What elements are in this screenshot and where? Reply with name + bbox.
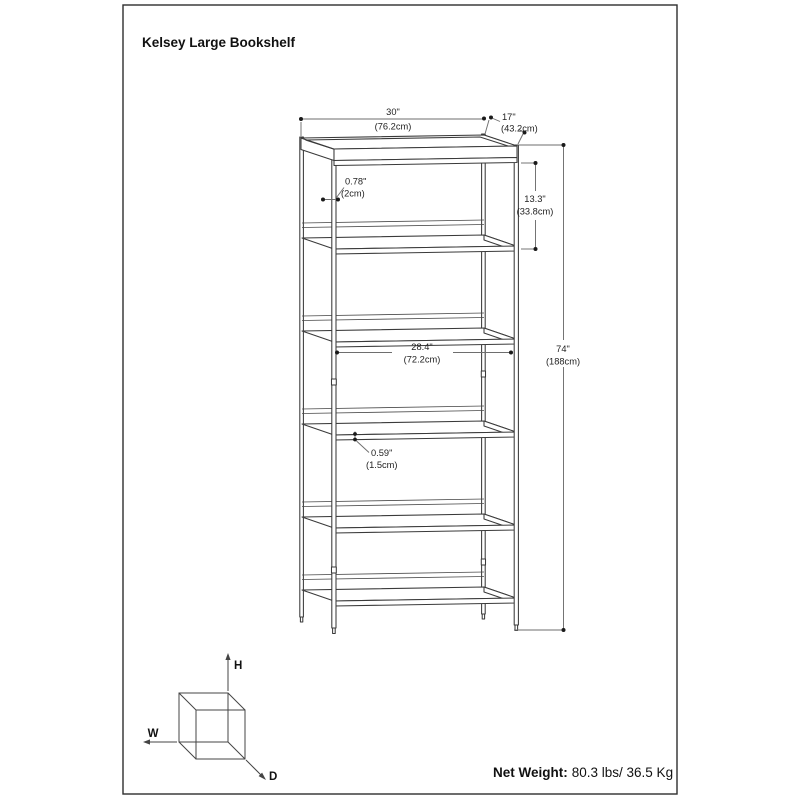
dim-width-cm: (76.2cm): [374, 121, 412, 132]
back-legs: [300, 134, 485, 622]
bookshelf-drawing: [300, 134, 519, 634]
net-weight-value: 80.3 lbs/ 36.5 Kg: [571, 765, 674, 780]
dim-depth-cm: (43.2cm): [501, 123, 538, 134]
axis-d-arrow: [246, 760, 277, 783]
dim-depth: [493, 112, 538, 144]
dim-post-inches: 0.78": [345, 176, 367, 187]
dim-height-cm: (188cm): [545, 356, 581, 367]
dim-inner-width-cm: (72.2cm): [403, 354, 441, 365]
dim-shelf-spacing: [517, 161, 554, 251]
dim-inner-width-inches: 28.4": [411, 342, 433, 352]
orientation-cube: [143, 653, 277, 783]
net-weight-label: Net Weight:: [493, 765, 568, 780]
page-title: Kelsey Large Bookshelf: [142, 35, 296, 50]
dim-depth-inches: 17": [502, 112, 516, 122]
axis-w-label: W: [147, 728, 159, 740]
dim-shelf-cm: (1.5cm): [366, 460, 398, 470]
dim-post-cm: (2cm): [341, 188, 365, 199]
dim-width-inches: 30": [386, 107, 400, 117]
dim-post-thickness: [321, 177, 366, 202]
dim-spacing-cm: (33.8cm): [516, 206, 554, 217]
axis-h-label: H: [234, 660, 243, 672]
front-legs: [332, 145, 519, 634]
dimension-annotations: [299, 107, 580, 632]
dim-spacing-inches: 13.3": [524, 194, 546, 204]
axis-d-label: D: [269, 771, 278, 783]
net-weight: [493, 765, 673, 780]
axis-h-arrow: [225, 653, 242, 691]
dim-width: [299, 107, 493, 136]
dim-shelf-inches: 0.59": [371, 448, 393, 458]
dim-height-inches: 74": [556, 344, 570, 354]
axis-w-arrow: [143, 728, 177, 745]
